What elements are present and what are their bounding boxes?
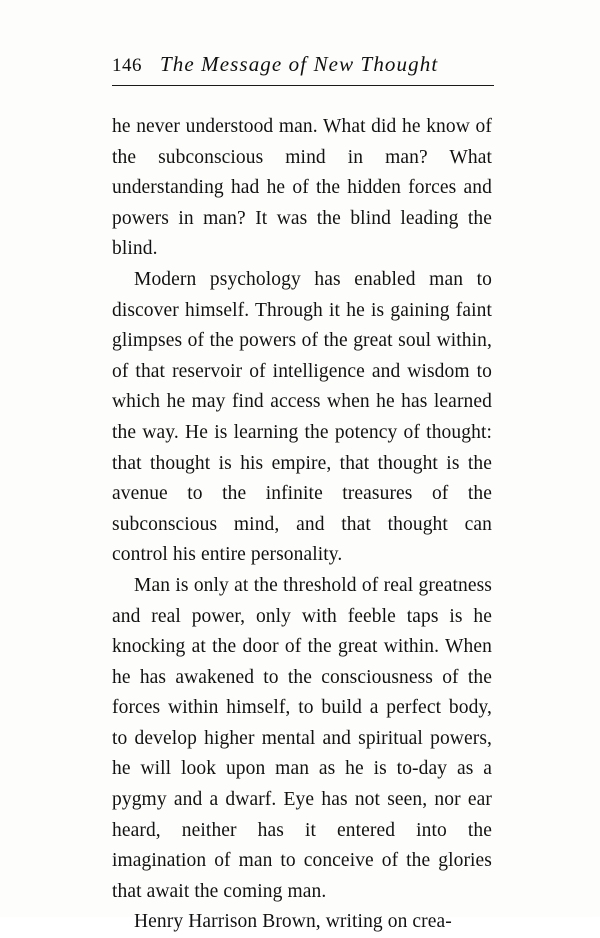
paragraph: Man is only at the threshold of real greatness and real power, only with feeble taps is he knocking at the door of the great within. When he has awakened to the consciousness of the forces within himself, to build a perfect body, to develop higher mental and spiritual powers, he will look upon man as he is to-day as a pygmy and a dwarf. Eye has not seen, nor ear heard, neither has it entered into the imagination of man to conceive of the glories that await the coming man. (112, 574, 492, 902)
page-number: 146 (112, 55, 142, 76)
page-content (112, 52, 492, 938)
paragraph: Henry Harrison Brown, writing on crea- (134, 911, 452, 933)
header-rule (112, 85, 494, 86)
paragraph: Modern psychology has enabled man to discover himself. Through it he is gaining faint glimpses of the powers of the great soul within, of that reservoir of intelligence and wisdom to which he may find access when he has learned the way. He is learning the potency of thought: that thought is his empire, that thought is the avenue to the infinite treasures of the subconscious mind, and that thought can control his entire personality. (112, 268, 492, 566)
paragraph: he never understood man. What did he know of the subconscious mind in man? What understanding had he of the hidden forces and powers in man? It was the blind leading the blind. (112, 116, 492, 260)
body-text (112, 112, 492, 938)
running-title: The Message of New Thought (160, 52, 439, 76)
page-header (112, 52, 492, 83)
